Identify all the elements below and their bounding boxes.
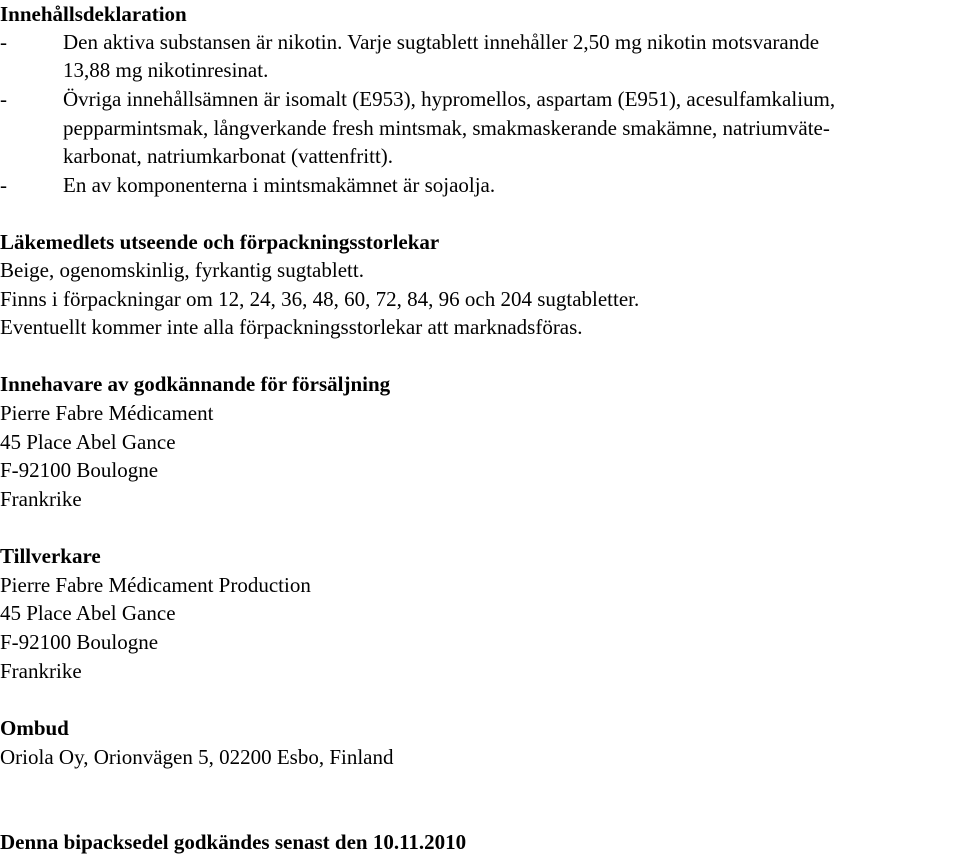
holder-address-line: F-92100 Boulogne bbox=[0, 458, 159, 482]
representative-heading: Ombud bbox=[0, 716, 69, 740]
bullet-dash: - bbox=[0, 30, 7, 54]
holder-address-line: 45 Place Abel Gance bbox=[0, 430, 176, 454]
manufacturer-address-line: 45 Place Abel Gance bbox=[0, 601, 176, 625]
holder-address-line: Frankrike bbox=[0, 487, 82, 511]
appearance-line: Finns i förpackningar om 12, 24, 36, 48, 60, 72, 84, 96 och 204 sugtabletter. bbox=[0, 287, 640, 311]
ingredient-line: 13,88 mg nikotinresinat. bbox=[63, 58, 269, 82]
holder-address-line: Pierre Fabre Médicament bbox=[0, 401, 214, 425]
ingredient-line: pepparmintsmak, långverkande fresh mintsmak, smakmaskerande smakämne, natriumväte- bbox=[63, 116, 830, 140]
ingredient-line: Övriga innehållsämnen är isomalt (E953), hypromellos, aspartam (E951), acesulfamkalium, bbox=[63, 87, 836, 111]
approval-date-statement: Denna bipacksedel godkändes senast den 10.11.2010 bbox=[0, 830, 467, 854]
manufacturer-address-line: Frankrike bbox=[0, 659, 82, 683]
bullet-dash: - bbox=[0, 173, 7, 197]
representative-address-line: Oriola Oy, Orionvägen 5, 02200 Esbo, Finland bbox=[0, 745, 394, 769]
ingredients-heading: Innehållsdeklaration bbox=[0, 2, 187, 26]
ingredient-line: karbonat, natriumkarbonat (vattenfritt). bbox=[63, 144, 394, 168]
ingredient-line: En av komponenterna i mintsmakämnet är sojaolja. bbox=[63, 173, 496, 197]
manufacturer-address-line: Pierre Fabre Médicament Production bbox=[0, 573, 311, 597]
ingredient-line: Den aktiva substansen är nikotin. Varje sugtablett innehåller 2,50 mg nikotin motsvarande bbox=[63, 30, 820, 54]
holder-heading: Innehavare av godkännande för försäljning bbox=[0, 372, 391, 396]
manufacturer-address-line: F-92100 Boulogne bbox=[0, 630, 159, 654]
appearance-heading: Läkemedlets utseende och förpackningsstorlekar bbox=[0, 230, 440, 254]
appearance-line: Beige, ogenomskinlig, fyrkantig sugtablett. bbox=[0, 258, 364, 282]
bullet-dash: - bbox=[0, 87, 7, 111]
manufacturer-heading: Tillverkare bbox=[0, 544, 101, 568]
appearance-line: Eventuellt kommer inte alla förpackningsstorlekar att marknadsföras. bbox=[0, 315, 583, 339]
